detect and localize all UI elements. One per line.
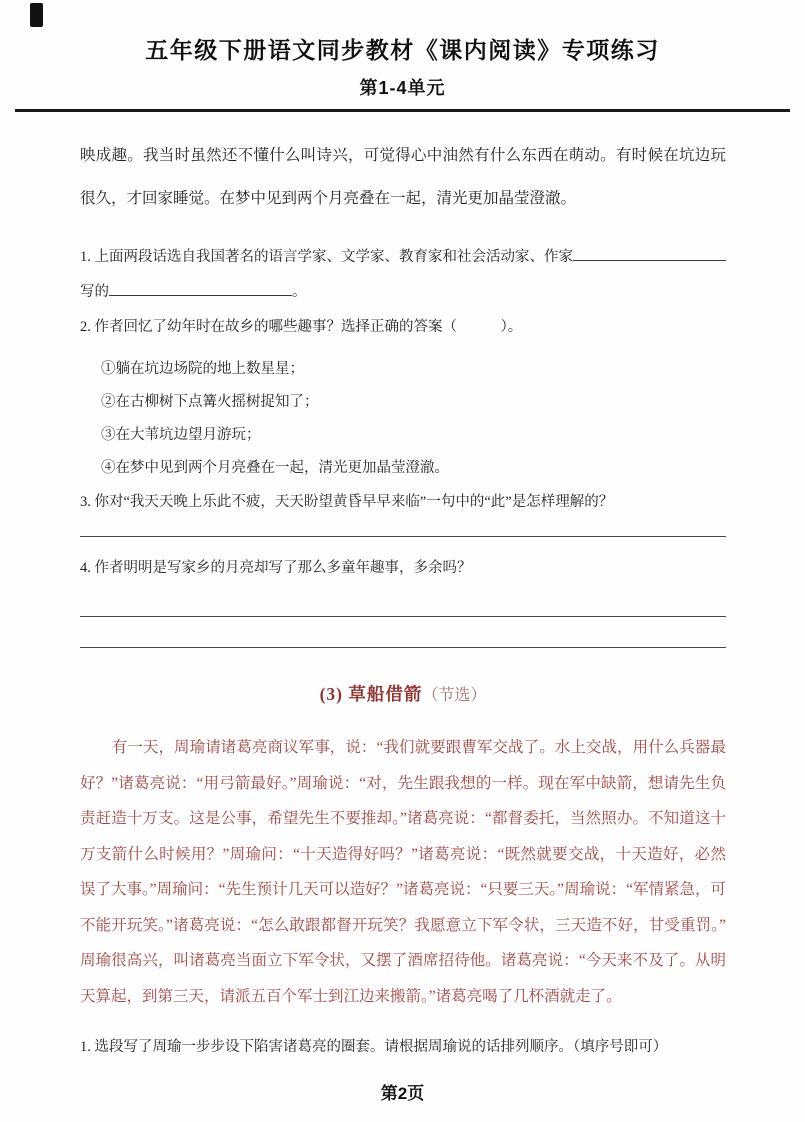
- passage-question-1: 1. 选段写了周瑜一步步设下陷害诸葛亮的圈套。请根据周瑜说的话排列顺序。（填序号即可）: [80, 1039, 668, 1055]
- question-2: 2. 作者回忆了幼年时在故乡的哪些趣事？选择正确的答案（ ）。: [80, 319, 523, 335]
- scan-ink-mark: [30, 3, 43, 27]
- document-subtitle: 第1-4单元: [359, 78, 446, 98]
- answer-line: [80, 617, 726, 648]
- document-header: [0, 0, 805, 100]
- reading1-excerpt-paragraph: 映成趣。我当时虽然还不懂什么叫诗兴，可觉得心中油然有什么东西在萌动。有时候在坑边玩很久，才回家睡觉。在梦中见到两个月亮叠在一起，清光更加晶莹澄澈。: [80, 147, 726, 207]
- passage-heading: [80, 682, 726, 708]
- option-2: ②在古柳树下点篝火摇树捉知了；: [101, 394, 319, 410]
- page-content: [0, 134, 805, 1065]
- question-1-text-suffix: 。: [292, 284, 307, 300]
- question-4: 4. 作者明明是写家乡的月亮却写了那么多童年趣事，多余吗？: [80, 560, 472, 576]
- page-number: 第2页: [380, 1084, 425, 1103]
- question-1-line-1: [80, 236, 726, 275]
- question-1-text: 1. 上面两段话选自我国著名的语言学家、文学家、教育家和社会活动家、作家: [80, 249, 573, 265]
- passage-title-note: （节选）: [422, 687, 487, 704]
- option-4: ④在梦中见到两个月亮叠在一起，清光更加晶莹澄澈。: [101, 460, 449, 476]
- header-divider: [15, 109, 790, 112]
- option-3: ③在大苇坑边望月游玩；: [101, 427, 261, 443]
- answer-blank-author: [573, 236, 726, 261]
- passage-title: (3) 草船借箭: [319, 684, 423, 704]
- question-3: 3. 你对“我天天晚上乐此不疲，天天盼望黄昏早早来临”一句中的“此”是怎样理解的？: [80, 494, 614, 510]
- question-2-options: [80, 353, 726, 485]
- question-1-line-2: [80, 275, 726, 310]
- question-1-text-prefix: 写的: [80, 284, 109, 300]
- answer-line: [80, 520, 726, 537]
- document-title: 五年级下册语文同步教材《课内阅读》专项练习: [145, 37, 660, 63]
- option-1: ①躺在坑边场院的地上数星星；: [101, 361, 304, 377]
- answer-line: [80, 586, 726, 617]
- answer-blank-work: [109, 281, 292, 296]
- passage-paragraph: 有一天，周瑜请诸葛亮商议军事，说：“我们就要跟曹军交战了。水上交战，用什么兵器最好？”诸葛亮说：“用弓箭最好。”周瑜说：“对，先生跟我想的一样。现在军中缺箭，想请先生负责赶造十万支。这是公事，希望先生不要推却。”诸葛亮说：“都督委托，当然照办。不知道这十万支箭什么时候用？”周瑜问：“十天造得好吗？”诸葛亮说：“既然就要交战，十天造好，必然误了大事。”周瑜问：“先生预计几天可以造好？”诸葛亮说：“只要三天。”周瑜说：“军情紧急，可不能开玩笑。”诸葛亮说：“怎么敢跟都督开玩笑？我愿意立下军令状，三天造不好，甘受重罚。”周瑜很高兴，叫诸葛亮当面立下军令状，又摆了酒席招待他。诸葛亮说：“今天来不及了。从明天算起，到第三天，请派五百个军士到江边来搬箭。”诸葛亮喝了几杯酒就走了。: [80, 739, 726, 1005]
